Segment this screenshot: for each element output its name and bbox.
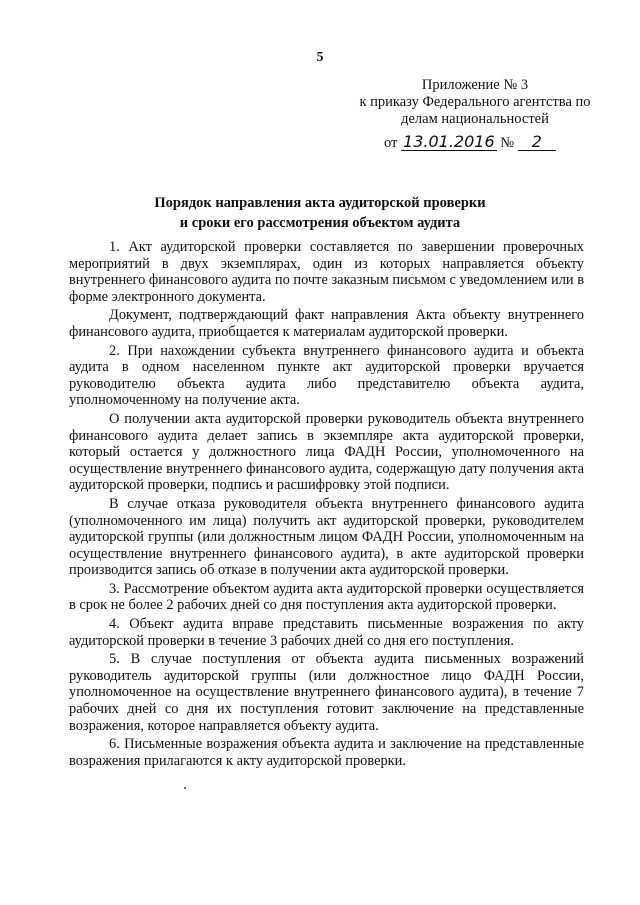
appendix-header (330, 77, 620, 128)
order-date: 13.01.2016 (403, 132, 495, 151)
paragraph-4: 4. Объект аудита вправе представить письменные возражения по акту аудиторской проверки в течение 3 рабочих дней со дня его поступления. (69, 616, 584, 649)
title-line-2: и сроки его рассмотрения объектом аудита (179, 215, 461, 231)
scan-speck (184, 787, 186, 789)
document-title (0, 193, 640, 233)
paragraph-2-receipt: О получении акта аудиторской проверки руководитель объекта внутреннего финансового аудита делает запись в экземпляре акта аудиторской проверки, который остается у должностного лица ФАДН России, уполномоченного на осуществление внутреннего финансового аудита, содержащую дату получения акта аудиторской проверки, подпись и расшифровку этой подписи. (69, 410, 584, 494)
page-number: 5 (316, 50, 324, 65)
appendix-agency: делам национальностей (401, 111, 549, 127)
order-date-line (384, 134, 584, 152)
title-line-1: Порядок направления акта аудиторской проверки (154, 195, 486, 211)
paragraph-2-refusal: В случае отказа руководителя объекта внутреннего финансового аудита (уполномоченного им лица) получить акт аудиторской проверки, руководителем аудиторской группы (или должностным лицом ФАДН России, уполномоченным на осуществление внутреннего финансового аудита), в акте аудиторской проверки производится запись об отказе в получении акта аудиторской проверки. (69, 495, 584, 579)
document-body (69, 239, 584, 771)
paragraph-2: 2. При нахождении субъекта внутреннего финансового аудита и объекта аудита в одном населенном пункте акт аудиторской проверки вручается руководителю объекта аудита либо представителю объекта аудита, уполномоченному на получение акта. (69, 342, 584, 409)
order-number: 2 (518, 134, 556, 151)
order-number-sign: № (500, 135, 515, 151)
appendix-title: Приложение № 3 (421, 77, 529, 93)
appendix-order-ref: к приказу Федерального агентства по (359, 94, 591, 110)
paragraph-5: 5. В случае поступления от объекта аудита письменных возражений руководитель аудиторской группы (или должностное лицо ФАДН России, уполномоченное на осуществление внутреннего финансового аудита), в течение 7 рабочих дней со дня их поступления готовит заключение на представленные возражения, которое направляется объекту аудита. (69, 651, 584, 734)
paragraph-3: 3. Рассмотрение объектом аудита акта аудиторской проверки осуществляется в срок не более 2 рабочих дней со дня поступления акта аудиторской проверки. (69, 580, 584, 614)
order-prefix: от (384, 135, 398, 151)
paragraph-1-note: Документ, подтверждающий факт направления Акта объекту внутреннего финансового аудита, приобщается к материалам аудиторской проверки. (69, 307, 584, 340)
paragraph-6: 6. Письменные возражения объекта аудита и заключение на представленные возражения прилагаются к акту аудиторской проверки. (69, 736, 584, 769)
paragraph-1: 1. Акт аудиторской проверки составляется по завершении проверочных мероприятий в двух экземплярах, один из которых направляется объекту внутреннего финансового аудита по почте заказным письмом с уведомлением или в форме электронного документа. (69, 239, 584, 305)
